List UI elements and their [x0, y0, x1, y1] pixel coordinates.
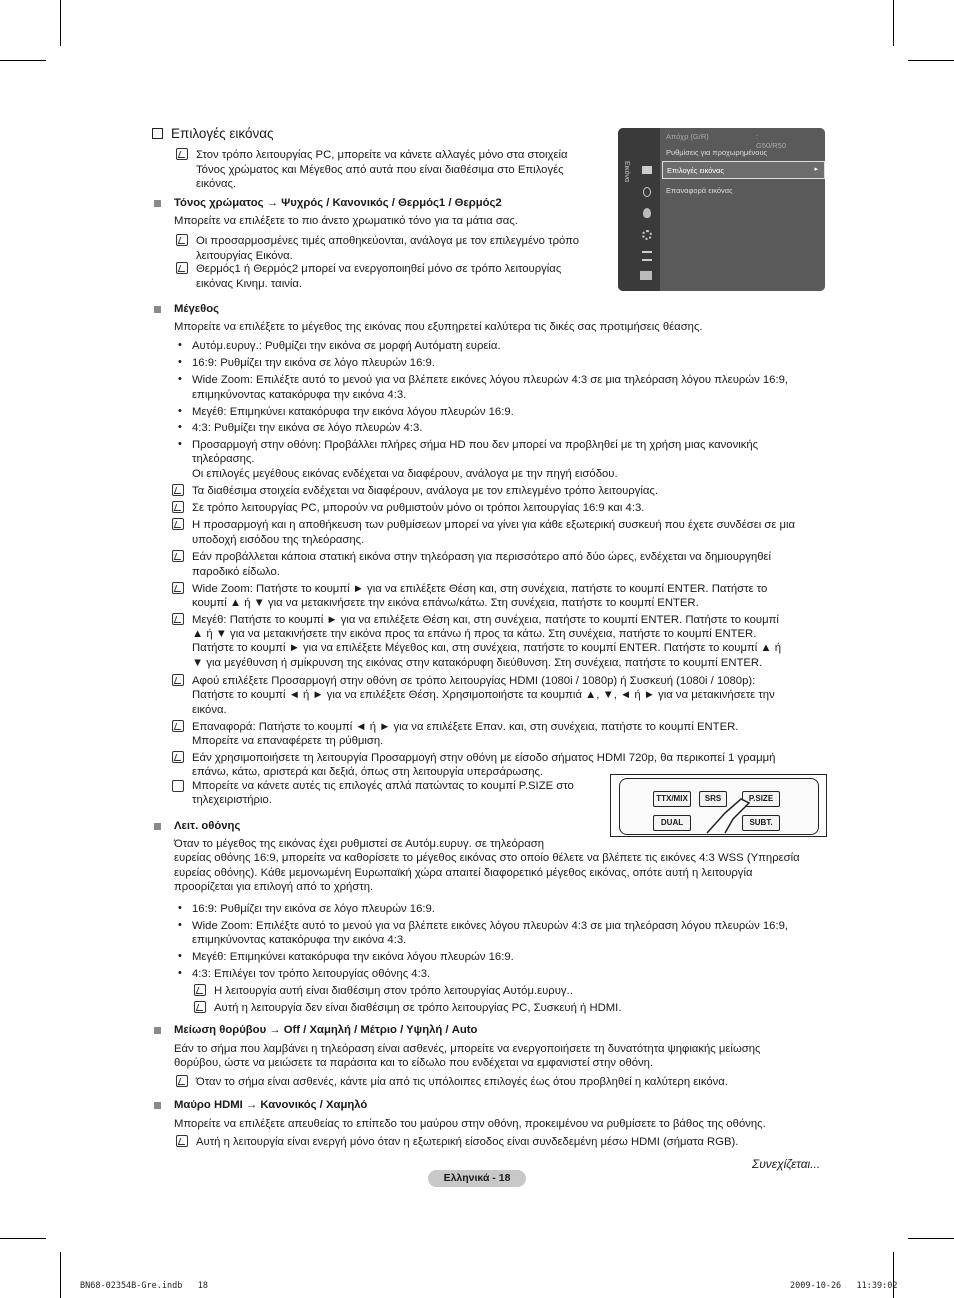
size-note-6d: ▼ για μεγέθυνση ή σμίκρυνση της εικόνας στην κατακόρυφη διεύθυνση. Στη συνέχεια, πατήστε το κουμπί ENTER. [192, 657, 763, 669]
size-note-5b: κουμπί ▲ ή ▼ για να μετακινήσετε την εικόνα επάνω/κάτω. Στη συνέχεια, πατήστε το κουμπί ENTER. [192, 597, 699, 609]
size-note-7a: Αφού επιλέξετε Προσαρμογή στην οθόνη σε τρόπο λειτουργίας HDMI (1080i / 1080p) ή Συσκευή (1080i / 1080p): [192, 675, 756, 687]
note-icon [172, 484, 184, 496]
note-icon [176, 234, 188, 246]
black-note-1: Αυτή η λειτουργία είναι ενεργή μόνο όταν η εξωτερική είσοδος είναι συνδεδεμένη μέσω HDMI (σήματα RGB). [196, 1136, 739, 1148]
size-bullet-6a: Προσαρμογή στην οθόνη: Προβάλλει πλήρες σήμα HD που δεν μπορεί να προβληθεί με τη χρήση μιας κανονικής [192, 439, 759, 451]
print-file-info: BN68-02354B-Gre.indb 18 [80, 1281, 208, 1291]
crop-mark [0, 1238, 46, 1239]
bullet-icon: • [178, 339, 182, 351]
note-icon [172, 674, 184, 686]
size-note-4a: Εάν προβάλλεται κάποια στατική εικόνα στην τηλεόραση για περισσότερο από δύο ώρες, ενδέχεται να δημιουργηθεί [192, 551, 772, 563]
bullet-icon: • [178, 919, 182, 931]
remote-note-icon [172, 780, 184, 792]
crop-mark [893, 0, 894, 46]
bullet-icon: • [178, 356, 182, 368]
screen-note-2: Αυτή η λειτουργία δεν είναι διαθέσιμη σε τρόπο λειτουργίας PC, Συσκευή ή HDMI. [214, 1002, 622, 1014]
osd-menu [618, 128, 825, 291]
crop-mark [908, 60, 954, 61]
note-icon [176, 1075, 188, 1087]
screen-bullet-2b: επιμηκύνοντας κατακόρυφα την εικόνα 4:3. [192, 934, 407, 946]
size-note-3a: Η προσαρμογή και η αποθήκευση των ρυθμίσεων μπορεί να γίνει για κάθε εξωτερική συσκευή που έχετε συνδέσει σε μια [192, 519, 796, 531]
crop-mark [60, 1252, 61, 1298]
square-bullet-icon [154, 306, 161, 313]
noise-text-1: Εάν το σήμα που λαμβάνει η τηλεόραση είναι ασθενές, μπορείτε να ενεργοποιήσετε τη δυνατότητα ψηφιακής μείωσης [174, 1043, 761, 1055]
size-bullet-6c: Οι επιλογές μεγέθους εικόνας ενδέχεται να διαφέρουν, ανάλογα με την πηγή εισόδου. [192, 468, 618, 480]
menu-row-hue[interactable]: Απόχρ (G/R) : G50/R50 [666, 132, 787, 150]
subt-button: SUBT. [742, 815, 780, 831]
noise-heading: Μείωση θορύβου → Off / Χαμηλή / Μέτριο / Υψηλή / Auto [174, 1024, 478, 1036]
sound-icon [643, 187, 651, 197]
tone-note-1: Οι προσαρμοσμένες τιμές αποθηκεύονται, ανάλογα με τον επιλεγμένο τρόπο λειτουργίας Εικόνα. [196, 235, 580, 262]
crop-mark [60, 0, 61, 46]
bullet-icon: • [178, 967, 182, 979]
dual-button: DUAL [653, 815, 691, 831]
intro-note: Στον τρόπο λειτουργίας PC, μπορείτε να κάνετε αλλαγές μόνο στα στοιχεία Τόνος χρώματος και Μέγεθος από αυτά που είναι διαθέσιμα στο Επιλογές εικόνας. [196, 149, 568, 191]
size-bullet-5: 4:3: Ρυθμίζει την εικόνα σε λόγο πλευρών 4:3. [192, 422, 423, 434]
size-note-10b: τηλεχειριστήριο. [192, 794, 272, 806]
arrow-right-icon: ▸ [814, 166, 818, 173]
note-icon [194, 984, 206, 996]
pointing-hand-icon [703, 789, 763, 835]
crop-mark [908, 1238, 954, 1239]
note-icon [176, 1135, 188, 1147]
continued-label: Συνεχίζεται... [752, 1157, 821, 1171]
noise-text-2: θορύβου, ώστε να μειώσετε τα παράσιτα και το είδωλο που ενδέχεται να εμφανιστεί στην οθόνη. [174, 1057, 654, 1069]
bullet-icon: • [178, 405, 182, 417]
size-bullet-6b: τηλεόρασης. [192, 453, 255, 465]
crop-mark [0, 60, 46, 61]
screen-text-2: ευρείας οθόνης 16:9, μπορείτε να καθορίσετε το μέγεθος εικόνας στο οποίο θέλετε να βλέπετε τις εικόνες 4:3 WSS (Υπηρεσία [174, 852, 800, 864]
screen-note-1: Η λειτουργία αυτή είναι διαθέσιμη στον τρόπο λειτουργίας Αυτόμ.ευρυγ.. [214, 985, 573, 997]
screen-text-3: ευρείας οθόνης). Κάθε μεμονωμένη Ευρωπαϊκή χώρα απαιτεί διαφορετικό μέγεθος εικόνας, οπότε αυτή η λειτουργία [174, 867, 753, 879]
screen-bullet-1: 16:9: Ρυθμίζει την εικόνα σε λόγο πλευρών 16:9. [192, 903, 435, 915]
square-bullet-icon [154, 200, 161, 207]
note-icon [194, 1001, 206, 1013]
size-bullet-2: 16:9: Ρυθμίζει την εικόνα σε λόγο πλευρών 16:9. [192, 357, 435, 369]
size-note-2: Σε τρόπο λειτουργίας PC, μπορούν να ρυθμιστούν μόνο οι τρόποι λειτουργίας 16:9 και 4:3. [192, 502, 645, 514]
remote-illustration [610, 774, 827, 837]
size-bullet-4: Μεγέθ: Επιμηκύνει κατακόρυφα την εικόνα λόγου πλευρών 16:9. [192, 406, 514, 418]
menu-row-options-selected[interactable]: Επιλογές εικόνας ▸ [662, 161, 825, 179]
checkbox-icon [152, 128, 163, 139]
section-title: Επιλογές εικόνας [152, 126, 274, 141]
size-note-9b: επάνω, κάτω, αριστερά και δεξιά, όπως στη λειτουργία υπερσάρωσης. [192, 766, 544, 778]
note-icon [172, 501, 184, 513]
square-bullet-icon [154, 1102, 161, 1109]
screen-text-1: Όταν το μέγεθος της εικόνας έχει ρυθμιστεί σε Αυτόμ.ευρυγ. σε τηλεόραση [174, 838, 545, 850]
square-bullet-icon [154, 1027, 161, 1034]
black-text-1: Μπορείτε να επιλέξετε απευθείας το επίπεδο του μαύρου στην οθόνη, προκειμένου να ρυθμίσετε το βάθος της οθόνης. [174, 1118, 766, 1130]
p-size-button: P.SIZE [742, 791, 780, 807]
bullet-icon: • [178, 902, 182, 914]
note-icon [172, 518, 184, 530]
menu-sidebar [618, 128, 660, 291]
note-icon [176, 148, 188, 160]
size-note-6a: Μεγέθ: Πατήστε το κουμπί ► για να επιλέξετε Θέση και, στη συνέχεια, πατήστε το κουμπί ENTER. Πατήστε το κουμπί [192, 614, 779, 626]
screen-bullet-2a: Wide Zoom: Επιλέξτε αυτό το μενού για να βλέπετε εικόνες λόγου πλευρών 4:3 σε μια τηλεόραση λόγου πλευρών 16:9, [192, 920, 789, 932]
srs-button: SRS [699, 791, 727, 807]
input-icon [642, 251, 652, 261]
note-icon [172, 582, 184, 594]
menu-row-advanced[interactable]: Ρυθμίσεις για προχωρημένους [666, 148, 768, 157]
size-note-7b: Πατήστε το κουμπί ◄ ή ► για να επιλέξετε Θέση. Χρησιμοποιήστε τα κουμπιά ▲, ▼, ◄ ή ► για να μετακινήσετε την [192, 689, 775, 701]
bullet-icon: • [178, 421, 182, 433]
size-heading: Μέγεθος [174, 303, 220, 315]
channel-icon [643, 208, 651, 218]
size-note-1: Τα διαθέσιμα στοιχεία ενδέχεται να διαφέρουν, ανάλογα με τον επιλεγμένο τρόπο λειτουργίας. [192, 485, 658, 497]
size-note-10a: Μπορείτε να κάνετε αυτές τις επιλογές απλά πατώντας το κουμπί P.SIZE στο [192, 780, 574, 792]
menu-side-label: Εικόνα [623, 160, 631, 183]
print-date-info: 2009-10-26 11:39:02 [790, 1281, 898, 1291]
note-icon [172, 751, 184, 763]
size-text: Μπορείτε να επιλέξετε το μέγεθος της εικόνας που εξυπηρετεί καλύτερα τις δικές σας προτιμήσεις θέασης. [174, 321, 703, 333]
screen-bullet-4: 4:3: Επιλέγει τον τρόπο λειτουργίας οθόνης 4:3. [192, 968, 431, 980]
size-note-5a: Wide Zoom: Πατήστε το κουμπί ► για να επιλέξετε Θέση και, στη συνέχεια, πατήστε το κουμπί ENTER. Πατήστε το [192, 583, 768, 595]
bullet-icon: • [178, 438, 182, 450]
bullet-icon: • [178, 950, 182, 962]
size-bullet-1: Αυτόμ.ευρυγ.: Ρυθμίζει την εικόνα σε μορφή Αυτόματη ευρεία. [192, 340, 501, 352]
picture-icon [642, 166, 652, 174]
ttx-mix-button: TTX/MIX [653, 791, 691, 807]
note-icon [172, 550, 184, 562]
size-note-7c: εικόνα. [192, 704, 227, 716]
screen-heading: Λειτ. οθόνης [174, 820, 241, 832]
size-note-9a: Εάν χρησιμοποιήσετε τη λειτουργία Προσαρμογή στην οθόνη με είσοδο σήματος HDMI 720p, θα περικοπεί 1 γραμμή [192, 752, 776, 764]
noise-note-1: Όταν το σήμα είναι ασθενές, κάντε μία από τις υπόλοιπες επιλογές έως ότου προβληθεί η καλύτερη εικόνα. [196, 1076, 728, 1088]
size-note-8b: Μπορείτε να επαναφέρετε τη ρύθμιση. [192, 735, 384, 747]
crop-mark [893, 1252, 894, 1298]
note-icon [172, 613, 184, 625]
size-note-6c: Πατήστε το κουμπί ► για να επιλέξετε Μέγεθος και, στη συνέχεια, πατήστε το κουμπί ENTER. Πατήστε το κουμπί ▲ ή [192, 642, 782, 654]
tone-heading: Τόνος χρώματος → Ψυχρός / Κανονικός / Θερμός1 / Θερμός2 [174, 197, 502, 209]
screen-text-4: προορίζεται για επιλογή από το χρήστη. [174, 881, 374, 893]
square-bullet-icon [154, 823, 161, 830]
tone-note-2: Θερμός1 ή Θερμός2 μπορεί να ενεργοποιηθεί μόνο σε τρόπο λειτουργίας εικόνας Κινημ. ταινία. [196, 263, 562, 290]
size-bullet-3a: Wide Zoom: Επιλέξτε αυτό το μενού για να βλέπετε εικόνες λόγου πλευρών 4:3 σε μια τηλεόραση λόγου πλευρών 16:9, [192, 374, 789, 386]
black-heading: Μαύρο HDMI → Κανονικός / Χαμηλό [174, 1099, 368, 1111]
note-icon [172, 720, 184, 732]
bullet-icon: • [178, 373, 182, 385]
tone-text: Μπορείτε να επιλέξετε το πιο άνετο χρωματικό τόνο για τα μάτια σας. [174, 215, 518, 227]
size-bullet-3b: επιμηκύνοντας κατακόρυφα την εικόνα 4:3. [192, 389, 407, 401]
note-icon [176, 262, 188, 274]
menu-row-reset[interactable]: Επαναφορά εικόνας [666, 186, 733, 195]
size-note-3b: υποδοχή εισόδου της τηλεόρασης. [192, 534, 365, 546]
size-note-4b: παροδικό είδωλο. [192, 566, 280, 578]
size-note-6b: ▲ ή ▼ για να μετακινήσετε την εικόνα προς τα επάνω ή προς τα κάτω. Στη συνέχεια, πατήστε το κουμπί ENTER. [192, 628, 757, 640]
page-number-badge: Ελληνικά - 18 [428, 1170, 526, 1187]
application-icon [640, 271, 652, 280]
screen-bullet-3: Μεγέθ: Επιμηκύνει κατακόρυφα την εικόνα λόγου πλευρών 16:9. [192, 951, 514, 963]
setup-icon [642, 230, 652, 240]
size-note-8a: Επαναφορά: Πατήστε το κουμπί ◄ ή ► για να επιλέξετε Επαν. και, στη συνέχεια, πατήστε το κουμπί ENTER. [192, 721, 739, 733]
